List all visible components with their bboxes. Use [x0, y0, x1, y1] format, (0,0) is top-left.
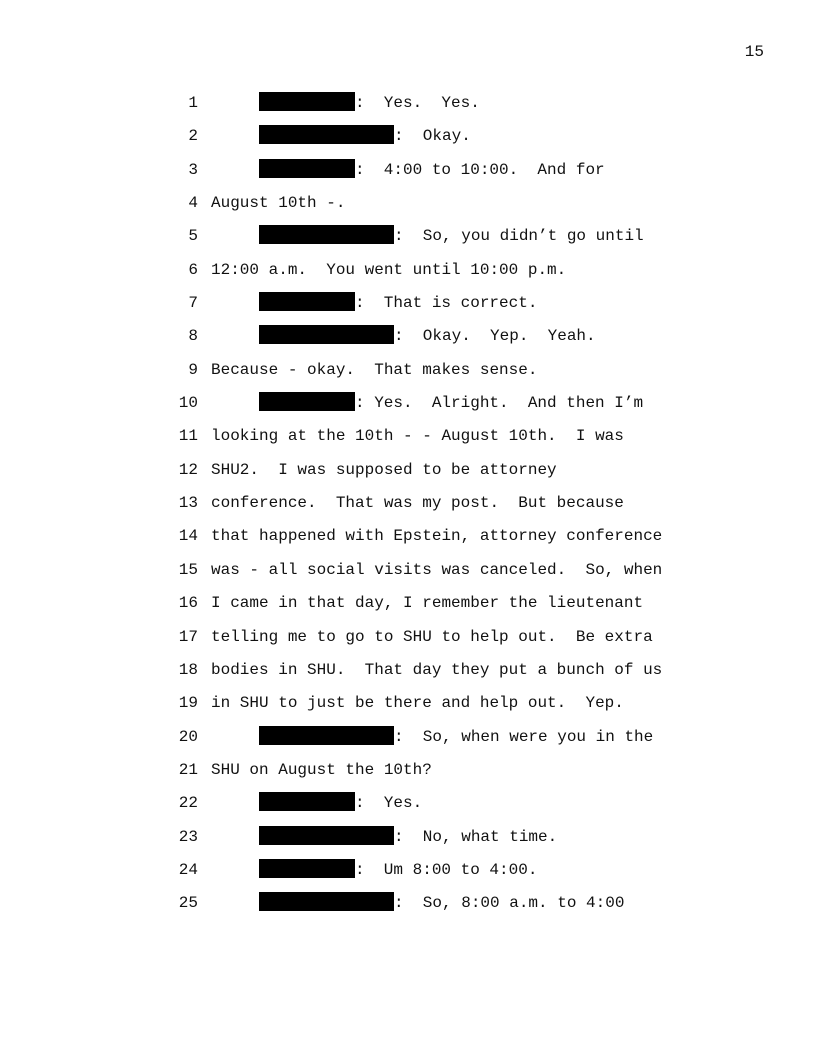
line-number: 15 [178, 560, 198, 579]
line-text: 12:00 a.m. You went until 10:00 p.m. [211, 260, 567, 279]
line-text: : 4:00 to 10:00. And for [355, 160, 605, 179]
line-number: 9 [188, 360, 198, 379]
redacted-speaker-name [259, 92, 355, 111]
line-text [211, 359, 537, 381]
line-text: : No, what time. [394, 827, 558, 846]
line-number: 4 [188, 194, 198, 213]
line-number: 14 [178, 527, 198, 546]
line-number: 12 [178, 460, 198, 479]
line-text [211, 492, 624, 514]
transcript-line [170, 292, 690, 325]
transcript-line [170, 392, 690, 425]
transcript-line [170, 425, 690, 458]
line-text: SHU2. I was supposed to be attorney [211, 460, 557, 479]
line-text: : That is correct. [355, 294, 538, 313]
speaker-turn [259, 225, 644, 247]
transcript-line [170, 892, 690, 925]
line-text: was - all social visits was canceled. So, when [211, 560, 663, 579]
transcript-line [170, 92, 690, 125]
line-text [211, 626, 653, 648]
redacted-speaker-name [259, 859, 355, 878]
redacted-speaker-name [259, 392, 355, 411]
transcript-body [170, 92, 690, 926]
transcript-line [170, 225, 690, 258]
redacted-speaker-name [259, 892, 394, 911]
transcript-line [170, 492, 690, 525]
line-text [211, 759, 432, 781]
speaker-turn [259, 859, 537, 881]
line-number: 3 [188, 160, 198, 179]
line-text [211, 192, 345, 214]
line-number: 10 [178, 394, 198, 413]
line-text: looking at the 10th - - August 10th. I was [211, 427, 624, 446]
line-text: : Okay. Yep. Yeah. [394, 327, 596, 346]
line-number: 13 [178, 494, 198, 513]
transcript-line [170, 659, 690, 692]
transcript-line [170, 692, 690, 725]
speaker-turn [259, 726, 653, 748]
line-number: 22 [178, 794, 198, 813]
line-text [211, 459, 557, 481]
line-text: bodies in SHU. That day they put a bunch of us [211, 660, 663, 679]
line-number: 25 [178, 894, 198, 913]
line-number: 8 [188, 327, 198, 346]
line-text: : So, you didn’t go until [394, 227, 644, 246]
line-text [211, 259, 566, 281]
transcript-line [170, 192, 690, 225]
line-text: conference. That was my post. But because [211, 494, 624, 513]
line-number: 23 [178, 827, 198, 846]
speaker-turn [259, 392, 643, 414]
transcript-line [170, 259, 690, 292]
page-number: 15 [744, 43, 764, 61]
speaker-turn [259, 125, 471, 147]
transcript-line [170, 592, 690, 625]
redacted-speaker-name [259, 325, 394, 344]
transcript-line [170, 626, 690, 659]
speaker-turn [259, 792, 422, 814]
redacted-speaker-name [259, 726, 394, 745]
line-text [211, 559, 662, 581]
transcript-line [170, 726, 690, 759]
line-number: 6 [188, 260, 198, 279]
line-number: 16 [178, 594, 198, 613]
transcript-line [170, 759, 690, 792]
line-text: that happened with Epstein, attorney conference [211, 527, 663, 546]
transcript-line [170, 359, 690, 392]
redacted-speaker-name [259, 826, 394, 845]
speaker-turn [259, 292, 537, 314]
line-number: 20 [178, 727, 198, 746]
redacted-speaker-name [259, 292, 355, 311]
line-text [211, 692, 624, 714]
line-text: : Yes. Alright. And then I’m [355, 394, 644, 413]
redacted-speaker-name [259, 159, 355, 178]
line-text: : So, when were you in the [394, 727, 654, 746]
line-number: 19 [178, 694, 198, 713]
speaker-turn [259, 92, 480, 114]
line-text [211, 659, 662, 681]
transcript-line [170, 125, 690, 158]
line-text [211, 525, 662, 547]
line-text [211, 425, 624, 447]
transcript-line [170, 826, 690, 859]
line-number: 24 [178, 860, 198, 879]
line-text: Because - okay. That makes sense. [211, 360, 538, 379]
line-text: SHU on August the 10th? [211, 760, 432, 779]
line-text: : Um 8:00 to 4:00. [355, 860, 538, 879]
transcript-line [170, 859, 690, 892]
line-text: : So, 8:00 a.m. to 4:00 [394, 894, 625, 913]
speaker-turn [259, 892, 624, 914]
redacted-speaker-name [259, 792, 355, 811]
line-number: 1 [188, 94, 198, 112]
line-text: telling me to go to SHU to help out. Be extra [211, 627, 653, 646]
line-text: : Yes. Yes. [355, 94, 480, 112]
line-number: 7 [188, 294, 198, 313]
line-text: : Yes. [355, 794, 423, 813]
speaker-turn [259, 826, 557, 848]
line-text: I came in that day, I remember the lieutenant [211, 594, 644, 613]
line-text: : Okay. [394, 127, 471, 146]
redacted-speaker-name [259, 225, 394, 244]
line-number: 18 [178, 660, 198, 679]
transcript-line [170, 159, 690, 192]
transcript-line [170, 559, 690, 592]
transcript-line [170, 325, 690, 358]
transcript-line [170, 459, 690, 492]
line-number: 21 [178, 760, 198, 779]
speaker-turn [259, 325, 596, 347]
speaker-turn [259, 159, 605, 181]
transcript-line [170, 525, 690, 558]
transcript-line [170, 792, 690, 825]
redacted-speaker-name [259, 125, 394, 144]
line-number: 17 [178, 627, 198, 646]
line-number: 11 [178, 427, 198, 446]
line-number: 2 [188, 127, 198, 146]
line-text [211, 592, 643, 614]
line-text: August 10th -. [211, 194, 346, 213]
line-text: in SHU to just be there and help out. Yep. [211, 694, 624, 713]
line-number: 5 [188, 227, 198, 246]
